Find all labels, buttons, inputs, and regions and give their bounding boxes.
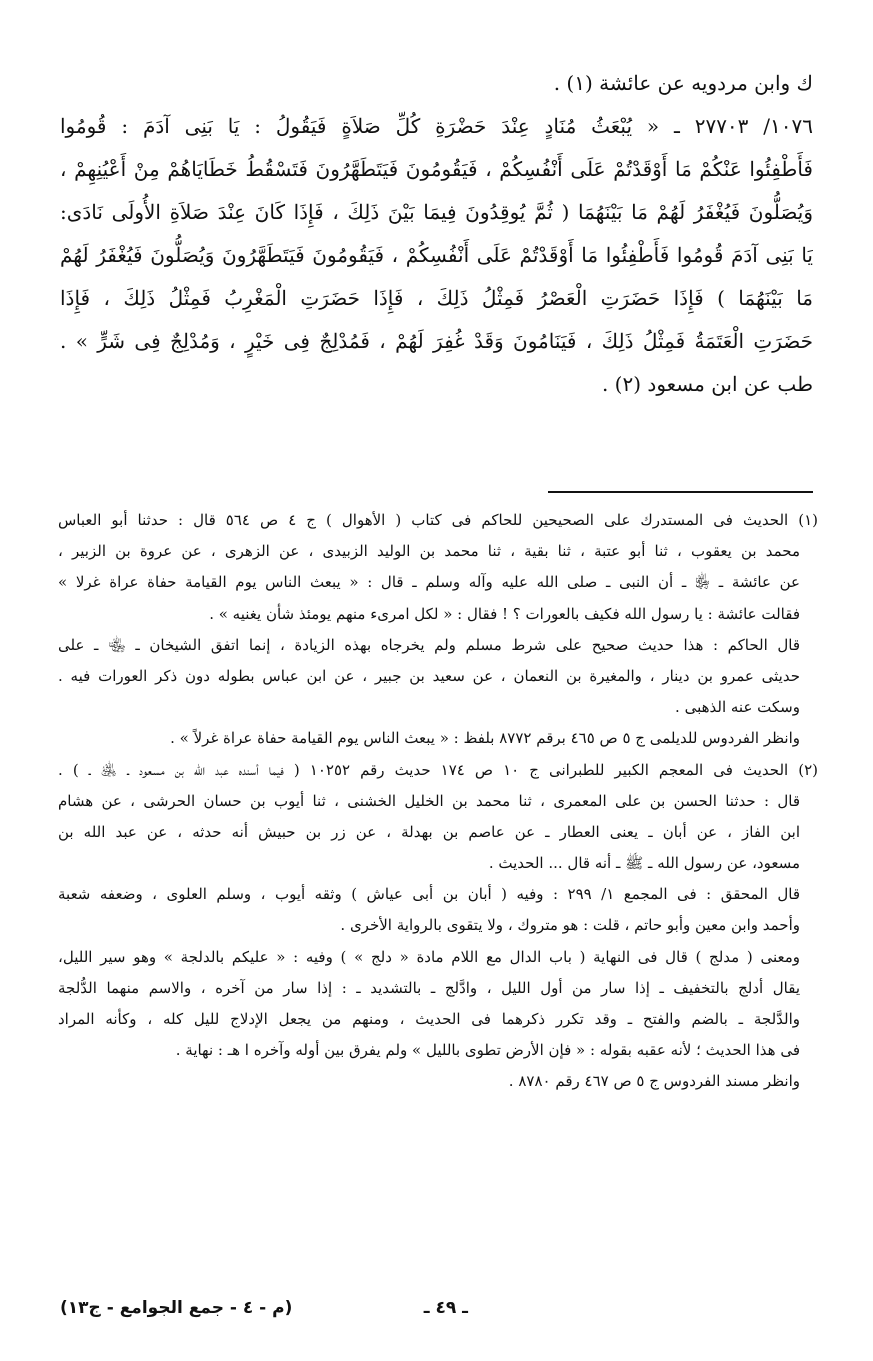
footnote-separator: [548, 491, 813, 493]
footnote-line: والدَّلجة ـ بالضم والفتح ـ وقد تكرر ذكرهما فى الحديث ، ومنهم من يجعل الإدلاج لليل كله ، وكأنه المراد: [58, 1010, 800, 1028]
footnote-line: وانظر الفردوس للديلمى ج ٥ ص ٤٦٥ برقم ٨٧٧٢ بلفظ : « يبعث الناس يوم القيامة حفاة عراة غرلاً » .: [170, 729, 800, 748]
footnote-line: محمد بن يعقوب ، ثنا أبو عتبة ، ثنا بقية ، ثنا محمد بن الوليد الزبيدى ، عن الزهرى ، عن عروة بن الزبير ،: [58, 542, 800, 561]
footnote-line: (٢) الحديث فى المعجم الكبير للطبرانى ج ١٠ ص ١٧٤ حديث رقم ١٠٢٥٢ ( فيما أسنده عبد الله بن مسعود ـ ﵁ ـ ) .: [58, 760, 818, 779]
footnote-line: قال الحاكم : هذا حديث صحيح على شرط مسلم ولم يخرجاه بهذه الزيادة ، إنما اتفق الشيخان ـ ﵄ ـ على: [58, 635, 800, 654]
hadith-line: مَا بَيْنَهُمَا ) فَإِذَا حَضَرَتِ الْعَصْرُ فَمِثْلُ ذَلِكَ ، فَإِذَا حَضَرَتِ الْمَغْرِبُ فَمِثْلُ ذَلِكَ ، فَإِذَا: [60, 286, 813, 310]
footnote-line: فى هذا الحديث ؛ لأنه عقبه بقوله : « فإن الأرض تطوى بالليل » ولم يفرق بين أوله وآخره ا هـ : نهاية .: [175, 1041, 800, 1060]
footnote-line: قال : حدثنا الحسن بن على المعمرى ، ثنا محمد بن الخليل الخشنى ، ثنا أيوب بن حسان الحرشى ، عن هشام: [58, 791, 800, 810]
signature-mark: (م - ٤ - جمع الجوامع - ج١٣): [60, 1298, 293, 1318]
hadith-line: يَا بَنِى آدَمَ قُومُوا فَأَطْفِئُوا مَا أَوْقَدْتُمْ عَلَى أَنْفُسِكُمْ ، فَيَقُومُونَ فَيَتَطَهَّرُونَ وَيُصَلُّونَ فَيُغْفَرُ لَهُمْ: [60, 243, 813, 267]
footnote-line: مسعود، عن رسول الله ـ ﷺ ـ أنه قال ... الحديث .: [488, 854, 800, 873]
hadith-source-previous: ك وابن مردويه عن عائشة (١) .: [553, 71, 813, 95]
footnote-line: (١) الحديث فى المستدرك على الصحيحين للحاكم فى كتاب ( الأهوال ) ج ٤ ص ٥٦٤ قال : حدثنا أبو العباس: [58, 511, 818, 529]
hadith-line: حَضَرَتِ الْعَتَمَةُ فَمِثْلُ ذَلِكَ ، فَيَنَامُونَ وَقَدْ غُفِرَ لَهُمْ ، فَمُدْلِجٌ فِى خَيْرٍ ، وَمُدْلِجٌ فِى شَرٍّ » .: [60, 329, 813, 353]
footnote-line: وسكت عنه الذهبى .: [675, 698, 800, 717]
hadith-line: ١٠٧٦/ ٢٧٧٠٣ ـ « يُبْعَثُ مُنَادٍ عِنْدَ حَضْرَةِ كُلِّ صَلاَةٍ فَيَقُولُ : يَا بَنِى آدَمَ : قُومُوا: [60, 114, 813, 138]
footnote-line: عن عائشة ـ ﵂ ـ أن النبى ـ صلى الله عليه وآله وسلم ـ قال : « يبعث الناس يوم القيامة حفاة عراة غرلا »: [58, 573, 800, 592]
footnote-line: وانظر مسند الفردوس ج ٥ ص ٤٦٧ رقم ٨٧٨٠ .: [508, 1072, 800, 1091]
footnote-line: ومعنى ( مدلج ) قال فى النهاية ( باب الدال مع اللام مادة « دلج » ) وفيه : « عليكم بالدلجة » وهو سير الليل،: [58, 947, 800, 966]
footnote-line: يقال أدلج بالتخفيف ـ إذا سار من أول الليل ، وادَّلج ـ بالتشديد ـ : إذا سار من آخره ، والاسم منهما الدُّلجة: [58, 978, 800, 997]
footnotes-block: [58, 505, 818, 1098]
footnote-line: فقالت عائشة : يا رسول الله فكيف بالعورات ؟ ! فقال : « لكل امرىء منهم يومئذ شأن يغنيه » .: [209, 604, 800, 623]
page-number: ـ ٤٩ ـ: [423, 1298, 468, 1318]
hadith-line: فَأَطْفِئُوا عَنْكُمْ مَا أَوْقَدْتُمْ عَلَى أَنْفُسِكُمْ ، فَيَقُومُونَ فَيَتَطَهَّرُونَ فَتَسْقُطُ خَطَايَاهُمْ مِنْ أَعْيُنِهِمْ ،: [60, 157, 813, 181]
hadith-line: وَيُصَلُّونَ فَيُغْفَرُ لَهُمْ مَا بَيْنَهُمَا ( ثُمَّ يُوقِدُونَ فِيمَا بَيْنَ ذَلِكَ ، فَإِذَا كَانَ عِنْدَ صَلاَةِ الأُولَى نَادَى:: [60, 200, 813, 224]
page-footer: [60, 1298, 813, 1334]
footnote-line: قال المحقق : فى المجمع ١/ ٢٩٩ : وفيه ( أبان بن أبى عياش ) وثقه أيوب ، وسلم العلوى ، وضعفه شعبة: [58, 885, 801, 904]
hadith-text-block: [60, 62, 813, 406]
footnote-line: وأحمد وابن معين وأبو حاتم ، قلت : هو متروك ، ولا يتقوى بالرواية الأخرى .: [340, 916, 800, 935]
footnote-line: ابن الفاز ، عن أبان ـ يعنى العطار ـ عن عاصم بن بهدلة ، عن زر بن حبيش أنه حدثه ، عن عبد الله بن: [58, 822, 800, 841]
footnote-line: حديثى عمرو بن دينار ، والمغيرة بن النعمان ، عن سعيد بن جبير ، عن ابن عباس بطوله دون ذكر العورات فيه .: [58, 666, 800, 685]
hadith-source: طب عن ابن مسعود (٢) .: [601, 372, 813, 396]
